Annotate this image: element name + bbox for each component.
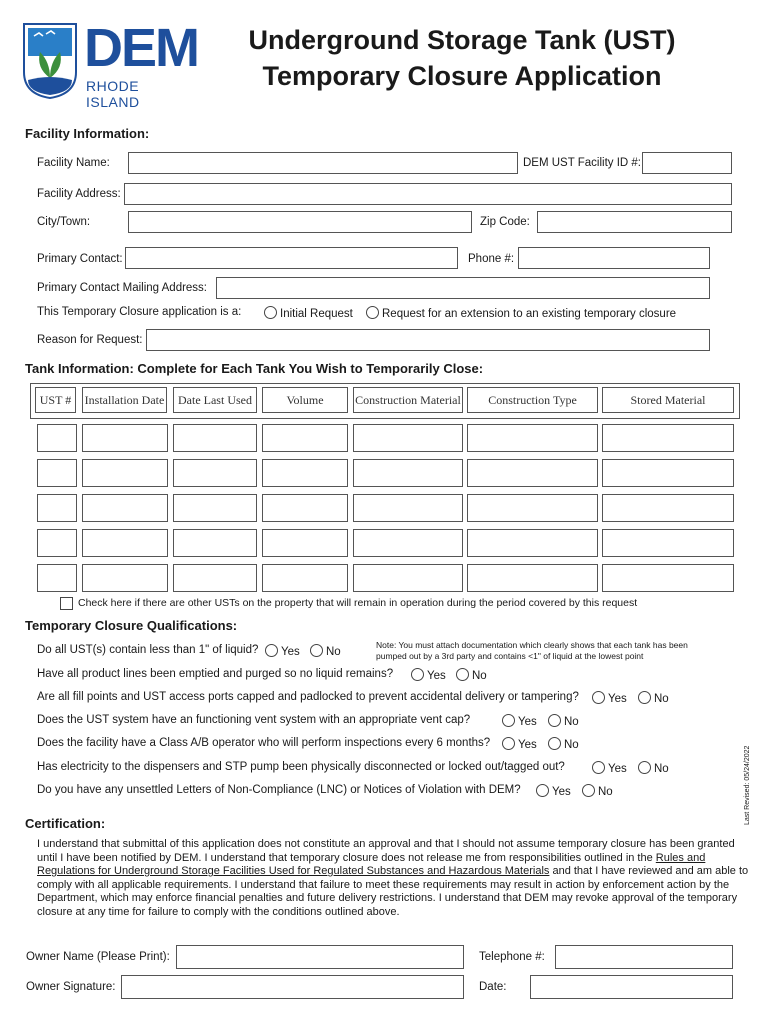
question-6-no-radio[interactable] (638, 761, 651, 774)
tank-row-4-cell-6[interactable] (467, 529, 598, 557)
question-2-yes-radio[interactable] (411, 668, 424, 681)
question-3-yes-option[interactable] (592, 691, 627, 705)
application-type-label: This Temporary Closure application is a: (37, 306, 242, 318)
tank-row-1-cell-7[interactable] (602, 424, 734, 452)
telephone-label: Telephone #: (479, 951, 545, 963)
other-usts-checkbox[interactable] (60, 597, 73, 610)
question-5-no-option[interactable] (548, 737, 579, 751)
tank-row-4-cell-3[interactable] (173, 529, 257, 557)
header-construction-material: Construction Material (353, 387, 463, 413)
question-6-yes-option[interactable] (592, 761, 627, 775)
tank-section-title: Tank Information: Complete for Each Tank You Wish to Temporarily Close: (25, 361, 484, 376)
dem-logo (22, 18, 198, 110)
last-revised-note: Last Revised: 05/24/2022 (744, 745, 751, 825)
facility-section-title: Facility Information: (25, 126, 150, 141)
other-usts-label: Check here if there are other USTs on the property that will remain in operation during the period covered by this request (78, 597, 638, 609)
owner-name-label: Owner Name (Please Print): (26, 951, 170, 963)
tank-row-4-cell-7[interactable] (602, 529, 734, 557)
tank-row-2-cell-4[interactable] (262, 459, 348, 487)
extension-request-label: Request for an extension to an existing temporary closure (382, 308, 677, 320)
facility-address-field[interactable] (124, 183, 732, 205)
certification-text-part2: and that I have reviewed and am able to comply with all applicable requirements. I understand that failure to meet these requirements may result in action by enforcement action by the Department, which may enforce financial penalties and future delivery restrictions. I understand that DEM may revoke approval of the temporary closure at any time for failure to comply with the conditions outlined above. (37, 865, 749, 918)
owner-signature-field[interactable] (121, 975, 464, 999)
question-1-no-option[interactable] (310, 644, 341, 658)
page-title-line1: Underground Storage Tank (UST) (248, 25, 676, 55)
certification-text-part1: I understand that submittal of this application does not constitute an approval and that I should not assume temporary closure has been granted until I have been notified by DEM. I understand that temporary closure does not release me from responsibilities outlined in the (37, 838, 735, 864)
header-stored-material: Stored Material (602, 387, 734, 413)
question-4-no-option[interactable] (548, 714, 579, 728)
question-6: Has electricity to the dispensers and STP pump been physically disconnected or locked out/tagged out? (37, 761, 565, 773)
date-label: Date: (479, 981, 507, 993)
facility-name-label: Facility Name: (37, 157, 110, 169)
logo-text: DEM (84, 18, 198, 78)
question-7-no-radio[interactable] (582, 784, 595, 797)
question-3: Are all fill points and UST access ports capped and padlocked to prevent accidental delivery or tampering? (37, 691, 579, 703)
question-5: Does the facility have a Class A/B operator who will perform inspections every 6 months? (37, 737, 491, 749)
question-7-no-label: No (598, 786, 613, 798)
zip-field[interactable] (537, 211, 732, 233)
question-1-yes-label: Yes (281, 646, 300, 658)
facility-id-label: DEM UST Facility ID #: (523, 157, 641, 169)
question-3-no-label: No (654, 693, 669, 705)
tank-row-1-cell-1[interactable] (37, 424, 77, 452)
logo-emblem-icon (22, 22, 78, 100)
tank-row-3-cell-1[interactable] (37, 494, 77, 522)
tank-row-2-cell-6[interactable] (467, 459, 598, 487)
question-5-no-radio[interactable] (548, 737, 561, 750)
question-5-yes-radio[interactable] (502, 737, 515, 750)
tank-row-1-cell-6[interactable] (467, 424, 598, 452)
question-4-yes-label: Yes (518, 716, 537, 728)
tank-row-2-cell-5[interactable] (353, 459, 463, 487)
documentation-note: Note: You must attach documentation which clearly shows that each tank has been pumped out by a 3rd party and contains <1" of liquid at the lowest point (376, 640, 688, 661)
tank-row-5-cell-5[interactable] (353, 564, 463, 592)
question-5-yes-option[interactable] (502, 737, 537, 751)
question-3-yes-label: Yes (608, 693, 627, 705)
question-2-no-label: No (472, 670, 487, 682)
tank-row-1-cell-3[interactable] (173, 424, 257, 452)
question-2-yes-label: Yes (427, 670, 446, 682)
question-6-no-option[interactable] (638, 761, 669, 775)
question-5-yes-label: Yes (518, 739, 537, 751)
owner-name-field[interactable] (176, 945, 464, 969)
certification-text (37, 838, 757, 920)
question-4-no-radio[interactable] (548, 714, 561, 727)
city-label: City/Town: (37, 216, 91, 228)
tank-row-3-cell-6[interactable] (467, 494, 598, 522)
initial-request-label: Initial Request (280, 308, 353, 320)
logo-subtext: RHODE ISLAND (86, 78, 140, 110)
mailing-address-field[interactable] (216, 277, 710, 299)
question-6-no-label: No (654, 763, 669, 775)
qualifications-section-title: Temporary Closure Qualifications: (25, 618, 238, 633)
date-field[interactable] (530, 975, 733, 999)
phone-field[interactable] (518, 247, 710, 269)
city-field[interactable] (128, 211, 472, 233)
tank-row-3-cell-4[interactable] (262, 494, 348, 522)
header-construction-type: Construction Type (467, 387, 598, 413)
tank-row-2-cell-7[interactable] (602, 459, 734, 487)
extension-request-radio[interactable] (366, 306, 379, 319)
header-volume: Volume (262, 387, 348, 413)
header-installation-date: Installation Date (82, 387, 167, 413)
tank-row-3-cell-3[interactable] (173, 494, 257, 522)
question-4-yes-radio[interactable] (502, 714, 515, 727)
question-2-no-option[interactable] (456, 668, 487, 682)
reason-field[interactable] (146, 329, 710, 351)
primary-contact-field[interactable] (125, 247, 458, 269)
tank-row-4-cell-2[interactable] (82, 529, 168, 557)
tank-row-2-cell-3[interactable] (173, 459, 257, 487)
facility-address-label: Facility Address: (37, 188, 121, 200)
question-7-yes-radio[interactable] (536, 784, 549, 797)
certification-section-title: Certification: (25, 816, 106, 831)
question-6-yes-radio[interactable] (592, 761, 605, 774)
tank-row-3-cell-7[interactable] (602, 494, 734, 522)
tank-row-1-cell-2[interactable] (82, 424, 168, 452)
question-1-yes-radio[interactable] (265, 644, 278, 657)
tank-row-5-cell-4[interactable] (262, 564, 348, 592)
tank-row-5-cell-6[interactable] (467, 564, 598, 592)
phone-label: Phone #: (468, 253, 515, 265)
question-3-no-radio[interactable] (638, 691, 651, 704)
extension-request-option[interactable] (366, 306, 676, 320)
question-2-no-radio[interactable] (456, 668, 469, 681)
tank-row-3-cell-2[interactable] (82, 494, 168, 522)
tank-row-5-cell-7[interactable] (602, 564, 734, 592)
page-title-line2: Temporary Closure Application (262, 61, 662, 91)
question-1-yes-option[interactable] (265, 644, 300, 658)
mailing-address-label: Primary Contact Mailing Address: (37, 282, 208, 294)
tank-row-2-cell-1[interactable] (37, 459, 77, 487)
question-3-yes-radio[interactable] (592, 691, 605, 704)
question-2-yes-option[interactable] (411, 668, 446, 682)
question-1: Do all UST(s) contain less than 1" of liquid? (37, 644, 259, 656)
question-7-yes-label: Yes (552, 786, 571, 798)
tank-row-5-cell-1[interactable] (37, 564, 77, 592)
reason-label: Reason for Request: (37, 334, 143, 346)
tank-row-4-cell-5[interactable] (353, 529, 463, 557)
tank-row-4-cell-1[interactable] (37, 529, 77, 557)
facility-name-field[interactable] (128, 152, 518, 174)
zip-label: Zip Code: (480, 216, 530, 228)
tank-row-1-cell-5[interactable] (353, 424, 463, 452)
tank-row-4-cell-4[interactable] (262, 529, 348, 557)
tank-row-3-cell-5[interactable] (353, 494, 463, 522)
question-7: Do you have any unsettled Letters of Non-Compliance (LNC) or Notices of Violation with DEM? (37, 784, 521, 796)
header-date-last-used: Date Last Used (173, 387, 257, 413)
question-7-no-option[interactable] (582, 784, 613, 798)
question-7-yes-option[interactable] (536, 784, 571, 798)
question-3-no-option[interactable] (638, 691, 669, 705)
facility-id-field[interactable] (642, 152, 732, 174)
question-5-no-label: No (564, 739, 579, 751)
question-4: Does the UST system have an functioning vent system with an appropriate vent cap? (37, 714, 471, 726)
question-4-no-label: No (564, 716, 579, 728)
primary-contact-label: Primary Contact: (37, 253, 123, 265)
tank-row-1-cell-4[interactable] (262, 424, 348, 452)
tank-row-2-cell-2[interactable] (82, 459, 168, 487)
question-2: Have all product lines been emptied and purged so no liquid remains? (37, 668, 394, 680)
tank-row-5-cell-2[interactable] (82, 564, 168, 592)
question-1-no-label: No (326, 646, 341, 658)
telephone-field[interactable] (555, 945, 733, 969)
question-1-no-radio[interactable] (310, 644, 323, 657)
initial-request-radio[interactable] (264, 306, 277, 319)
question-4-yes-option[interactable] (502, 714, 537, 728)
header-ust-number: UST # (35, 387, 76, 413)
tank-row-5-cell-3[interactable] (173, 564, 257, 592)
owner-signature-label: Owner Signature: (26, 981, 116, 993)
regulations-link[interactable]: Rules and Regulations for Underground Storage Facilities Used for Regulated Substances and Hazardous Materials (37, 851, 706, 878)
initial-request-option[interactable] (264, 306, 353, 320)
question-6-yes-label: Yes (608, 763, 627, 775)
